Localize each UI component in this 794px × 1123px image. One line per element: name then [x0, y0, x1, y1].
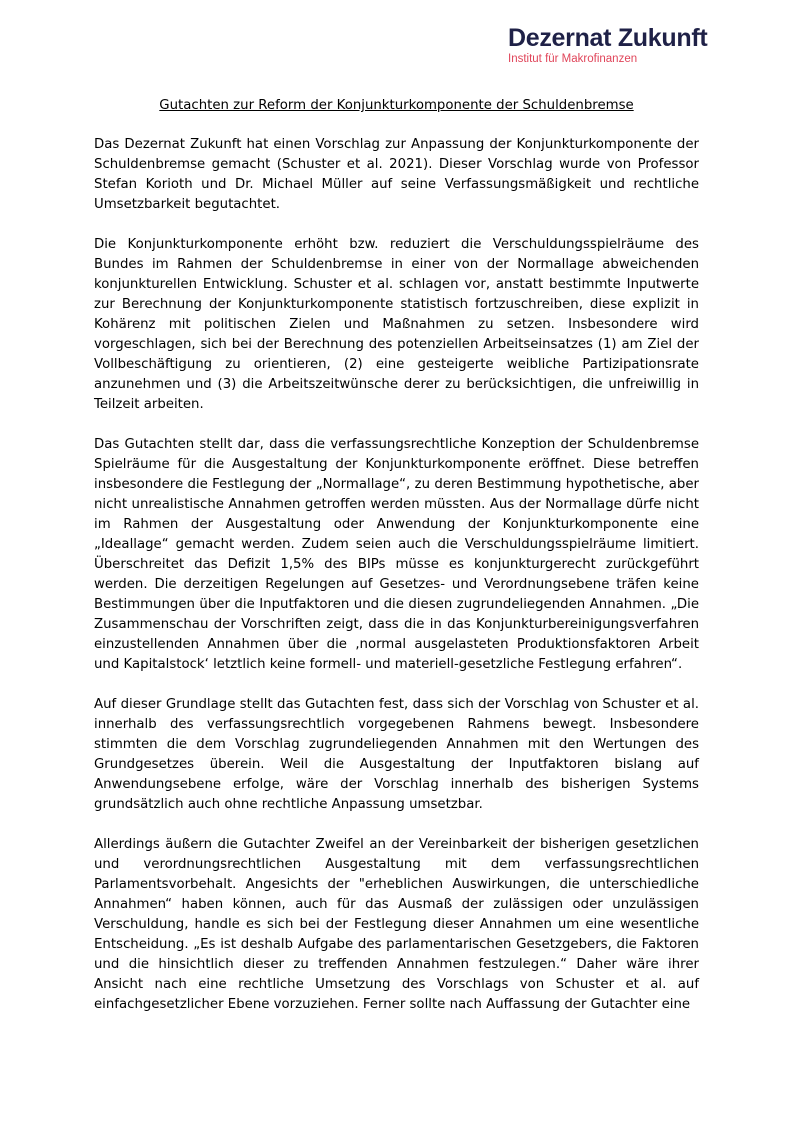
document-title: Gutachten zur Reform der Konjunkturkomponente der Schuldenbremse	[159, 98, 634, 113]
paragraph-grundlage: Auf dieser Grundlage stellt das Gutachten fest, dass sich der Vorschlag von Schuster et al. innerhalb des verfassungsrechtlich vorgegebenen Rahmens bewegt. Insbesondere stimmten die dem Vorschlag zugrundeliegenden Annahmen mit den Wertungen des Grundgesetzes überein. Weil die Ausgestaltung der Inputfaktoren bislang auf Anwendungsebene erfolge, wäre der Vorschlag innerhalb des bisherigen Systems grundsätzlich auch ohne rechtliche Anpassung umsetzbar.	[94, 697, 699, 812]
paragraph-zweifel: Allerdings äußern die Gutachter Zweifel an der Vereinbarkeit der bisherigen gesetzlichen und verordnungsrechtlichen Ausgestaltung mit dem verfassungsrechtlichen Parlamentsvorbehalt. Angesichts der "erheblichen Auswirkungen, die unterschiedliche Annahmen“ haben können, auch für das Ausmaß der zulässigen oder unzulässigen Verschuldung, handle es sich bei der Festlegung dieser Annahmen um eine wesentliche Entscheidung. „Es ist deshalb Aufgabe des parlamentarischen Gesetzgebers, die Faktoren und die hinsichtlich dieser zu treffenden Annahmen festzulegen.“ Daher wäre ihrer Ansicht nach eine rechtliche Umsetzung des Vorschlags von Schuster et al. auf einfachgesetzlicher Ebene vorzuziehen. Ferner sollte nach Auffassung der Gutachter eine	[94, 837, 699, 1012]
logo-tagline: Institut für Makrofinanzen	[508, 53, 638, 65]
logo-wordmark: Dezernat Zukunft	[508, 24, 708, 52]
logo	[508, 24, 748, 66]
paragraph-konjunkturkomponente: Die Konjunkturkomponente erhöht bzw. reduziert die Verschuldungsspielräume des Bundes im Rahmen der Schuldenbremse in einer von der Normallage abweichenden konjunkturellen Entwicklung. Schuster et al. schlagen vor, anstatt bestimmte Inputwerte zur Berechnung der Konjunkturkomponente statistisch fortzuschreiben, diese explizit in Kohärenz mit politischen Zielen und Maßnahmen zu setzen. Insbesondere wird vorgeschlagen, sich bei der Berechnung des potenziellen Arbeitseinsatzes (1) am Ziel der Vollbeschäftigung zu orientieren, (2) eine gesteigerte weibliche Partizipationsrate anzunehmen und (3) die Arbeitszeitwünsche derer zu berücksichtigen, die unfreiwillig in Teilzeit arbeiten.	[94, 237, 699, 412]
document-body	[94, 135, 699, 1035]
paragraph-verfassungsrecht: Das Gutachten stellt dar, dass die verfassungsrechtliche Konzeption der Schuldenbremse Spielräume für die Ausgestaltung der Konjunkturkomponente eröffnet. Diese betreffen insbesondere die Festlegung der „Normallage“, zu deren Bestimmung hypothetische, aber nicht unrealistische Annahmen getroffen werden müssten. Aus der Normallage dürfe nicht im Rahmen der Ausgestaltung oder Anwendung der Konjunkturkomponente eine „Ideallage“ gemacht werden. Zudem seien auch die Verschuldungsspielräume limitiert. Überschreitet das Defizit 1,5% des BIPs müsse es konjunkturgerecht zurückgeführt werden. Die derzeitigen Regelungen auf Gesetzes- und Verordnungsebene träfen keine Bestimmungen über die Inputfaktoren und die diesen zugrundeliegenden Annahmen. „Die Zusammenschau der Vorschriften zeigt, dass die in das Konjunkturbereinigungsverfahren einzustellenden Annahmen über die ‚normal ausgelasteten Produktionsfaktoren Arbeit und Kapitalstock‘ letztlich keine formell- und materiell-gesetzliche Festlegung erfahren“.	[94, 437, 699, 672]
paragraph-intro: Das Dezernat Zukunft hat einen Vorschlag zur Anpassung der Konjunkturkomponente der Schuldenbremse gemacht (Schuster et al. 2021). Dieser Vorschlag wurde von Professor Stefan Korioth und Dr. Michael Müller auf seine Verfassungsmäßigkeit und rechtliche Umsetzbarkeit begutachtet.	[94, 137, 699, 212]
